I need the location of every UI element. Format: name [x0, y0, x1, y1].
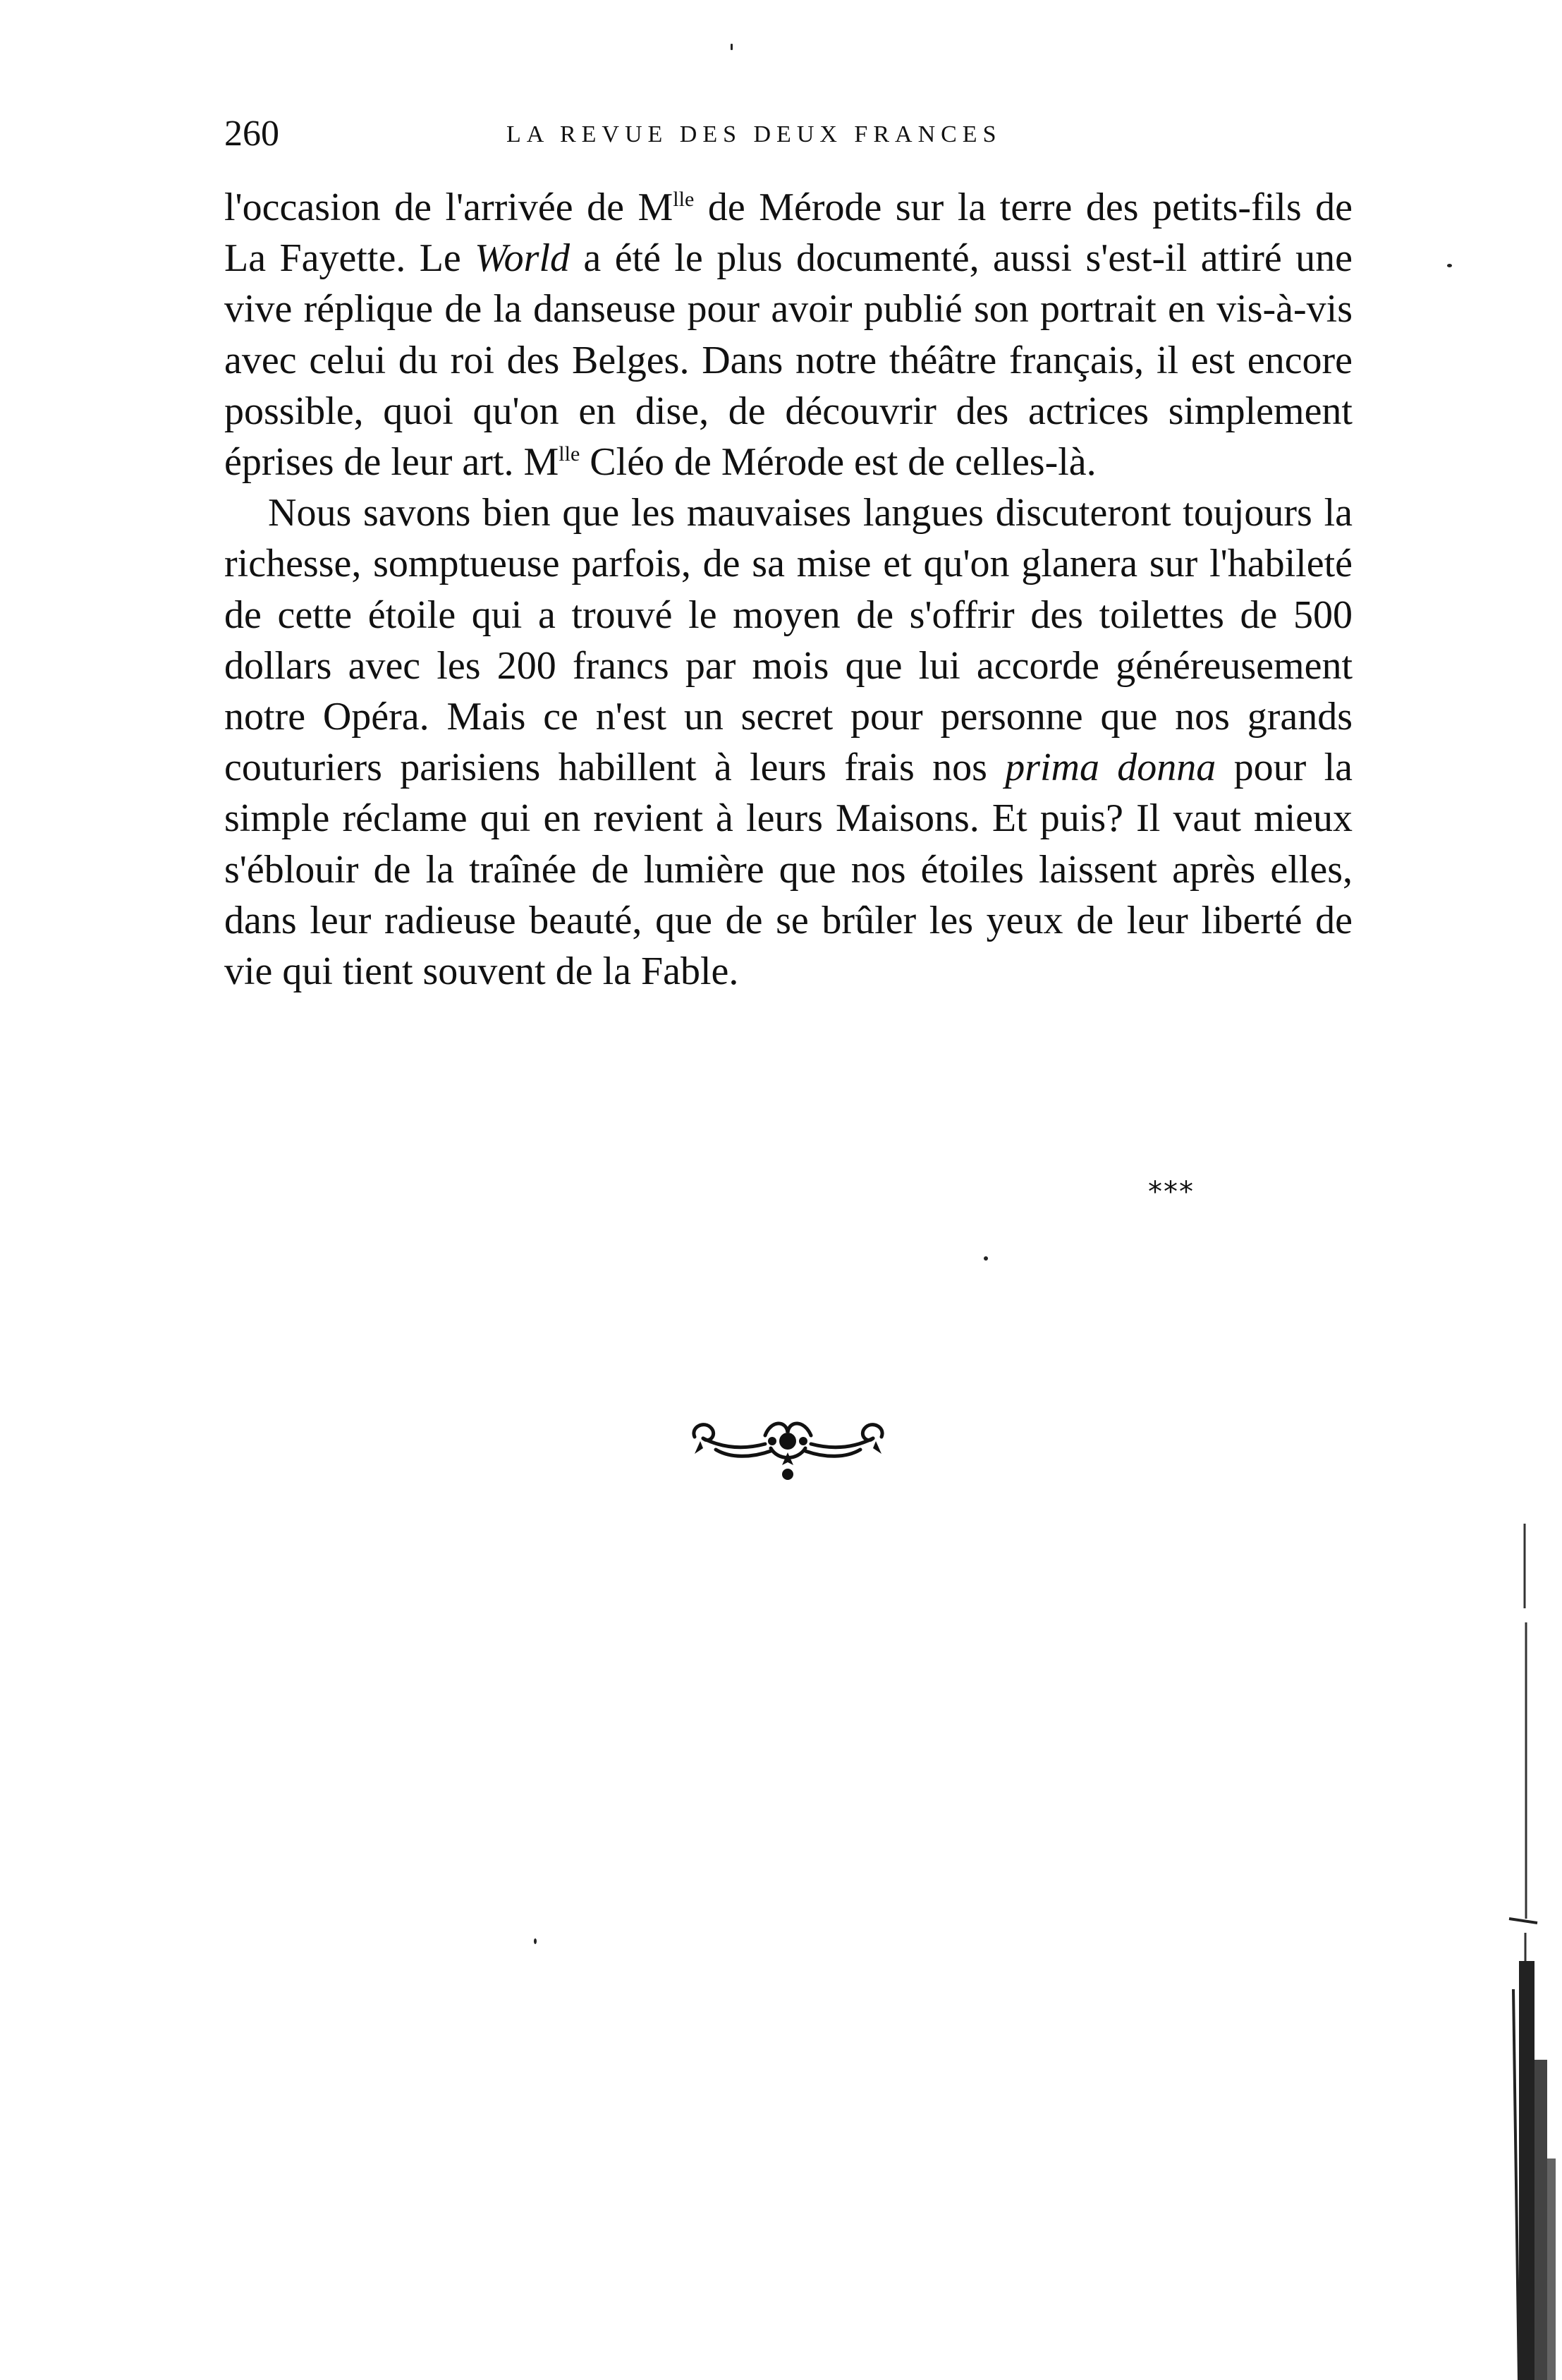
text-run: Cléo de Mérode est de celles-là. — [580, 440, 1097, 485]
text-run: a été le plus documenté, aussi s'est-il attiré une vive réplique de la danseuse pour avoir publié son portrait en vis-à-vis avec celui du roi des Belges. Dans notre théâtre français, il est encore possible, quoi qu'on en dise, de découvrir des actrices simplement éprises de leur art. M — [224, 236, 1353, 485]
superscript-text: lle — [559, 442, 580, 466]
page-number: 260 — [224, 114, 279, 154]
italic-text: World — [475, 236, 571, 281]
scan-speck — [984, 1256, 988, 1261]
italic-text: prima donna — [1005, 746, 1216, 790]
text-run: l'occasion de l'arrivée de M — [224, 186, 673, 229]
fleuron-ornament-icon — [688, 1407, 889, 1485]
body-text — [224, 182, 1353, 997]
text-run: pour la simple réclame qui en revient à leurs Maisons. Et puis? Il vaut mieux s'éblouir de la traînée de lumière que nos étoiles laissent après elles, dans leur radieuse beauté, que de se brûler les yeux de leur liberté de vie qui tient souvent de la Fable. — [224, 746, 1353, 994]
paragraph — [224, 182, 1353, 487]
scan-edge-marks — [1488, 1524, 1562, 2380]
superscript-text: lle — [673, 188, 695, 211]
text-run: de Mérode sur la terre des petits-fils de La Fayette. Le — [224, 186, 1353, 281]
section-break-asterisks: *** — [1148, 1176, 1195, 1208]
text-run: Nous savons bien que les mauvaises langues discuteront toujours la richesse, somptueuse parfois, de sa mise et qu'on glanera sur l'habileté de cette étoile qui a trouvé le moyen de s'offrir des toilettes de 500 dollars avec les 200 francs par mois que lui accorde généreusement notre Opéra. Mais ce n'est un secret pour personne que nos grands couturiers parisiens habillent à leurs frais nos — [224, 491, 1353, 790]
paragraph — [224, 487, 1353, 997]
running-title: LA REVUE DES DEUX FRANCES — [506, 121, 1002, 147]
scan-speck — [1447, 264, 1452, 267]
page-header — [224, 113, 1353, 155]
scan-speck — [731, 44, 733, 50]
scan-speck — [534, 1938, 537, 1944]
